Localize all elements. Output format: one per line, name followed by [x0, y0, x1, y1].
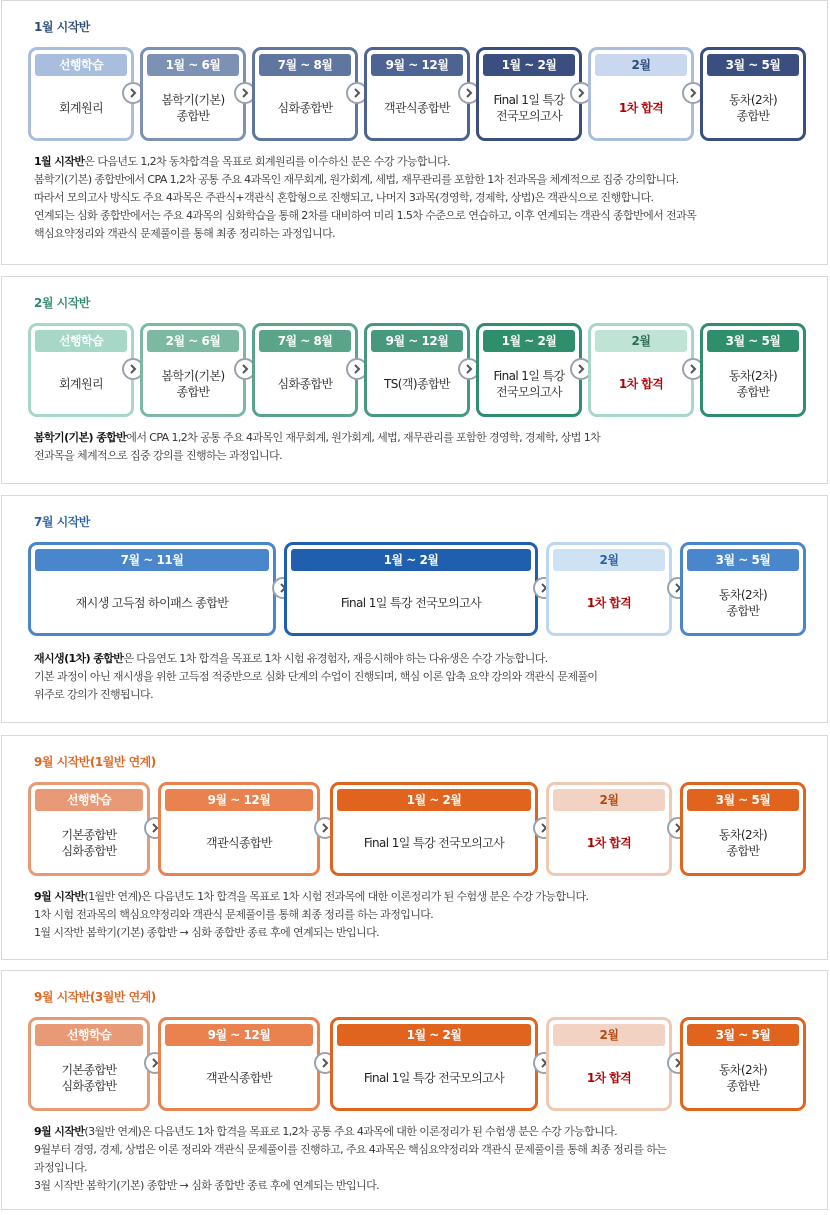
step-body: 동차(2차) 종합반	[728, 368, 778, 399]
section-title: 1월 시작반	[34, 20, 90, 34]
step-body: 봄학기(기본) 종합반	[161, 92, 225, 123]
step-body: 기본종합반 심화종합반	[61, 1062, 117, 1093]
step-body: 심화종합반	[277, 376, 333, 391]
step-second	[680, 782, 806, 876]
section-description: 봄학기(기본) 종합반에서 CPA 1,2차 공통 주요 4과목인 재무회계, 원가회계, 세법, 재무관리를 포함한 경영학, 경제학, 상법 1차 전과목을 체계적으로 집중 강의를 진행하는 과정입니다.	[34, 431, 601, 462]
section-description: 재시생(1차) 종합반은 다음연도 1차 합격을 목표로 1차 시험 유경험자, 재응시해야 하는 다유생은 수강 가능합니다. 기본 과정이 아닌 재시생을 위한 고득점 적중반으로 심화 단계의 수업이 진행되며, 핵심 이론 압축 요약 강의와 객관식 문제풀이 위주로 강의가 진행됩니다.	[34, 652, 598, 701]
step-final	[330, 1017, 538, 1111]
step-header: 1월 ~ 2월	[337, 1024, 531, 1046]
step-header: 1월 ~ 2월	[483, 330, 575, 352]
step-retake-highpass	[28, 542, 276, 636]
step-header: 선행학습	[35, 54, 127, 76]
step-body: 1차 합격	[618, 376, 664, 391]
step-first-pass	[588, 47, 694, 141]
step-prerequisite	[28, 323, 134, 417]
step-prerequisite	[28, 782, 150, 876]
step-spring-basic	[140, 47, 246, 141]
step-body: 기본종합반 심화종합반	[61, 827, 117, 858]
step-objective	[364, 323, 470, 417]
step-body: 1차 합격	[586, 1070, 632, 1085]
step-body: 봄학기(기본) 종합반	[161, 368, 225, 399]
step-final	[476, 323, 582, 417]
step-header: 3월 ~ 5월	[707, 54, 799, 76]
section-jul-start	[1, 495, 828, 723]
step-body: Final 1일 특강 전국모의고사	[340, 595, 482, 610]
step-first-pass	[546, 782, 672, 876]
step-first-pass	[588, 323, 694, 417]
step-header: 1월 ~ 2월	[337, 789, 531, 811]
step-advanced	[252, 47, 358, 141]
step-header: 9월 ~ 12월	[371, 330, 463, 352]
step-body: Final 1일 특강 전국모의고사	[363, 1070, 505, 1085]
step-first-pass	[546, 542, 672, 636]
section-jan-start	[1, 0, 828, 265]
step-header: 9월 ~ 12월	[165, 789, 313, 811]
step-body: 객관식종합반	[206, 1070, 272, 1085]
step-body: 동차(2차) 종합반	[718, 827, 768, 858]
step-header: 7월 ~ 8월	[259, 330, 351, 352]
step-body: 회계원리	[59, 100, 103, 115]
section-sep-start-jan-linked	[1, 735, 828, 960]
step-header: 7월 ~ 8월	[259, 54, 351, 76]
step-advanced	[252, 323, 358, 417]
step-objective	[158, 1017, 320, 1111]
step-first-pass	[546, 1017, 672, 1111]
step-final	[284, 542, 538, 636]
step-body: 동차(2차) 종합반	[728, 92, 778, 123]
step-header: 7월 ~ 11월	[35, 549, 269, 571]
step-header: 1월 ~ 2월	[291, 549, 531, 571]
step-body: 1차 합격	[586, 595, 632, 610]
step-header: 선행학습	[35, 1024, 143, 1046]
step-header: 2월	[553, 1024, 665, 1046]
step-header: 3월 ~ 5월	[687, 789, 799, 811]
step-final	[330, 782, 538, 876]
step-body: Final 1일 특강 전국모의고사	[363, 835, 505, 850]
step-header: 2월	[595, 54, 687, 76]
section-feb-start	[1, 276, 828, 484]
step-second	[700, 323, 806, 417]
step-body: Final 1일 특강 전국모의고사	[493, 92, 565, 123]
step-final	[476, 47, 582, 141]
section-description: 9월 시작반(3월반 연계)은 다음년도 1차 합격을 목표로 1,2차 공통 주요 4과목에 대한 이론정리가 된 수험생 분은 수강 가능합니다. 9월부터 경영, 경제, 상법은 이론 정리와 객관식 문제풀이를 진행하고, 주요 4과목은 핵심요약정리와 객관식 문제풀이를 통해 최종 정리를 하는 과정입니다. 3월 시작반 봄학기(기본) 종합반 → 심화 종합반 종료 후에 연계되는 반입니다.	[34, 1125, 667, 1192]
step-header: 1월 ~ 6월	[147, 54, 239, 76]
step-body: 객관식종합반	[384, 100, 450, 115]
step-body: 1차 합격	[586, 835, 632, 850]
section-title: 9월 시작반(3월반 연계)	[34, 990, 156, 1004]
step-second	[700, 47, 806, 141]
section-description: 9월 시작반(1월반 연계)은 다음년도 1차 합격을 목표로 1차 시험 전과목에 대한 이론정리가 된 수험생 분은 수강 가능합니다. 1차 시험 전과목의 핵심요약정리와 객관식 문제풀이를 통해 최종 정리를 하는 과정입니다. 1월 시작반 봄학기(기본) 종합반 → 심화 종합반 종료 후에 연계되는 반입니다.	[34, 890, 589, 939]
step-header: 2월	[553, 789, 665, 811]
step-second	[680, 542, 806, 636]
step-header: 선행학습	[35, 330, 127, 352]
step-header: 9월 ~ 12월	[371, 54, 463, 76]
step-header: 2월 ~ 6월	[147, 330, 239, 352]
step-body: 1차 합격	[618, 100, 664, 115]
step-objective	[364, 47, 470, 141]
section-title: 2월 시작반	[34, 296, 90, 310]
step-second	[680, 1017, 806, 1111]
section-description: 1월 시작반은 다음년도 1,2차 동차합격을 목표로 회계원리를 이수하신 분은 수강 가능합니다. 봄학기(기본) 종합반에서 CPA 1,2차 공통 주요 4과목인 재무회계, 원가회계, 세법, 재무관리를 포함한 1차 전과목을 체계적으로 집중 강의합니다. 따라서 모의고사 방식도 주요 4과목은 주관식+객관식 혼합형으로 진행되고, 나머지 3과목(경영학, 경제학, 상법)은 객관식으로 진행합니다. 연계되는 심화 종합반에서는 주요 4과목의 심화학습을 통해 2차를 대비하여 미리 1.5차 수준으로 연습하고, 이후 연계되는 객관식 종합반에서 전과목 핵심요약정리와 객관식 문제풀이를 통해 최종 정리하는 과정입니다.	[34, 155, 697, 240]
step-header: 3월 ~ 5월	[687, 549, 799, 571]
step-objective	[158, 782, 320, 876]
step-body: Final 1일 특강 전국모의고사	[493, 368, 565, 399]
section-title: 9월 시작반(1월반 연계)	[34, 755, 156, 769]
step-header: 3월 ~ 5월	[687, 1024, 799, 1046]
step-prerequisite	[28, 47, 134, 141]
step-header: 선행학습	[35, 789, 143, 811]
step-body: 재시생 고득점 하이패스 종합반	[75, 595, 229, 610]
step-body: 동차(2차) 종합반	[718, 587, 768, 618]
step-header: 2월	[553, 549, 665, 571]
step-spring-basic	[140, 323, 246, 417]
step-body: 동차(2차) 종합반	[718, 1062, 768, 1093]
step-prerequisite	[28, 1017, 150, 1111]
step-header: 9월 ~ 12월	[165, 1024, 313, 1046]
step-body: 회계원리	[59, 376, 103, 391]
step-body: 객관식종합반	[206, 835, 272, 850]
step-header: 1월 ~ 2월	[483, 54, 575, 76]
step-body: 심화종합반	[277, 100, 333, 115]
step-header: 3월 ~ 5월	[707, 330, 799, 352]
step-header: 2월	[595, 330, 687, 352]
section-title: 7월 시작반	[34, 515, 90, 529]
section-sep-start-mar-linked	[1, 970, 828, 1210]
step-body: TS(객)종합반	[384, 376, 450, 391]
